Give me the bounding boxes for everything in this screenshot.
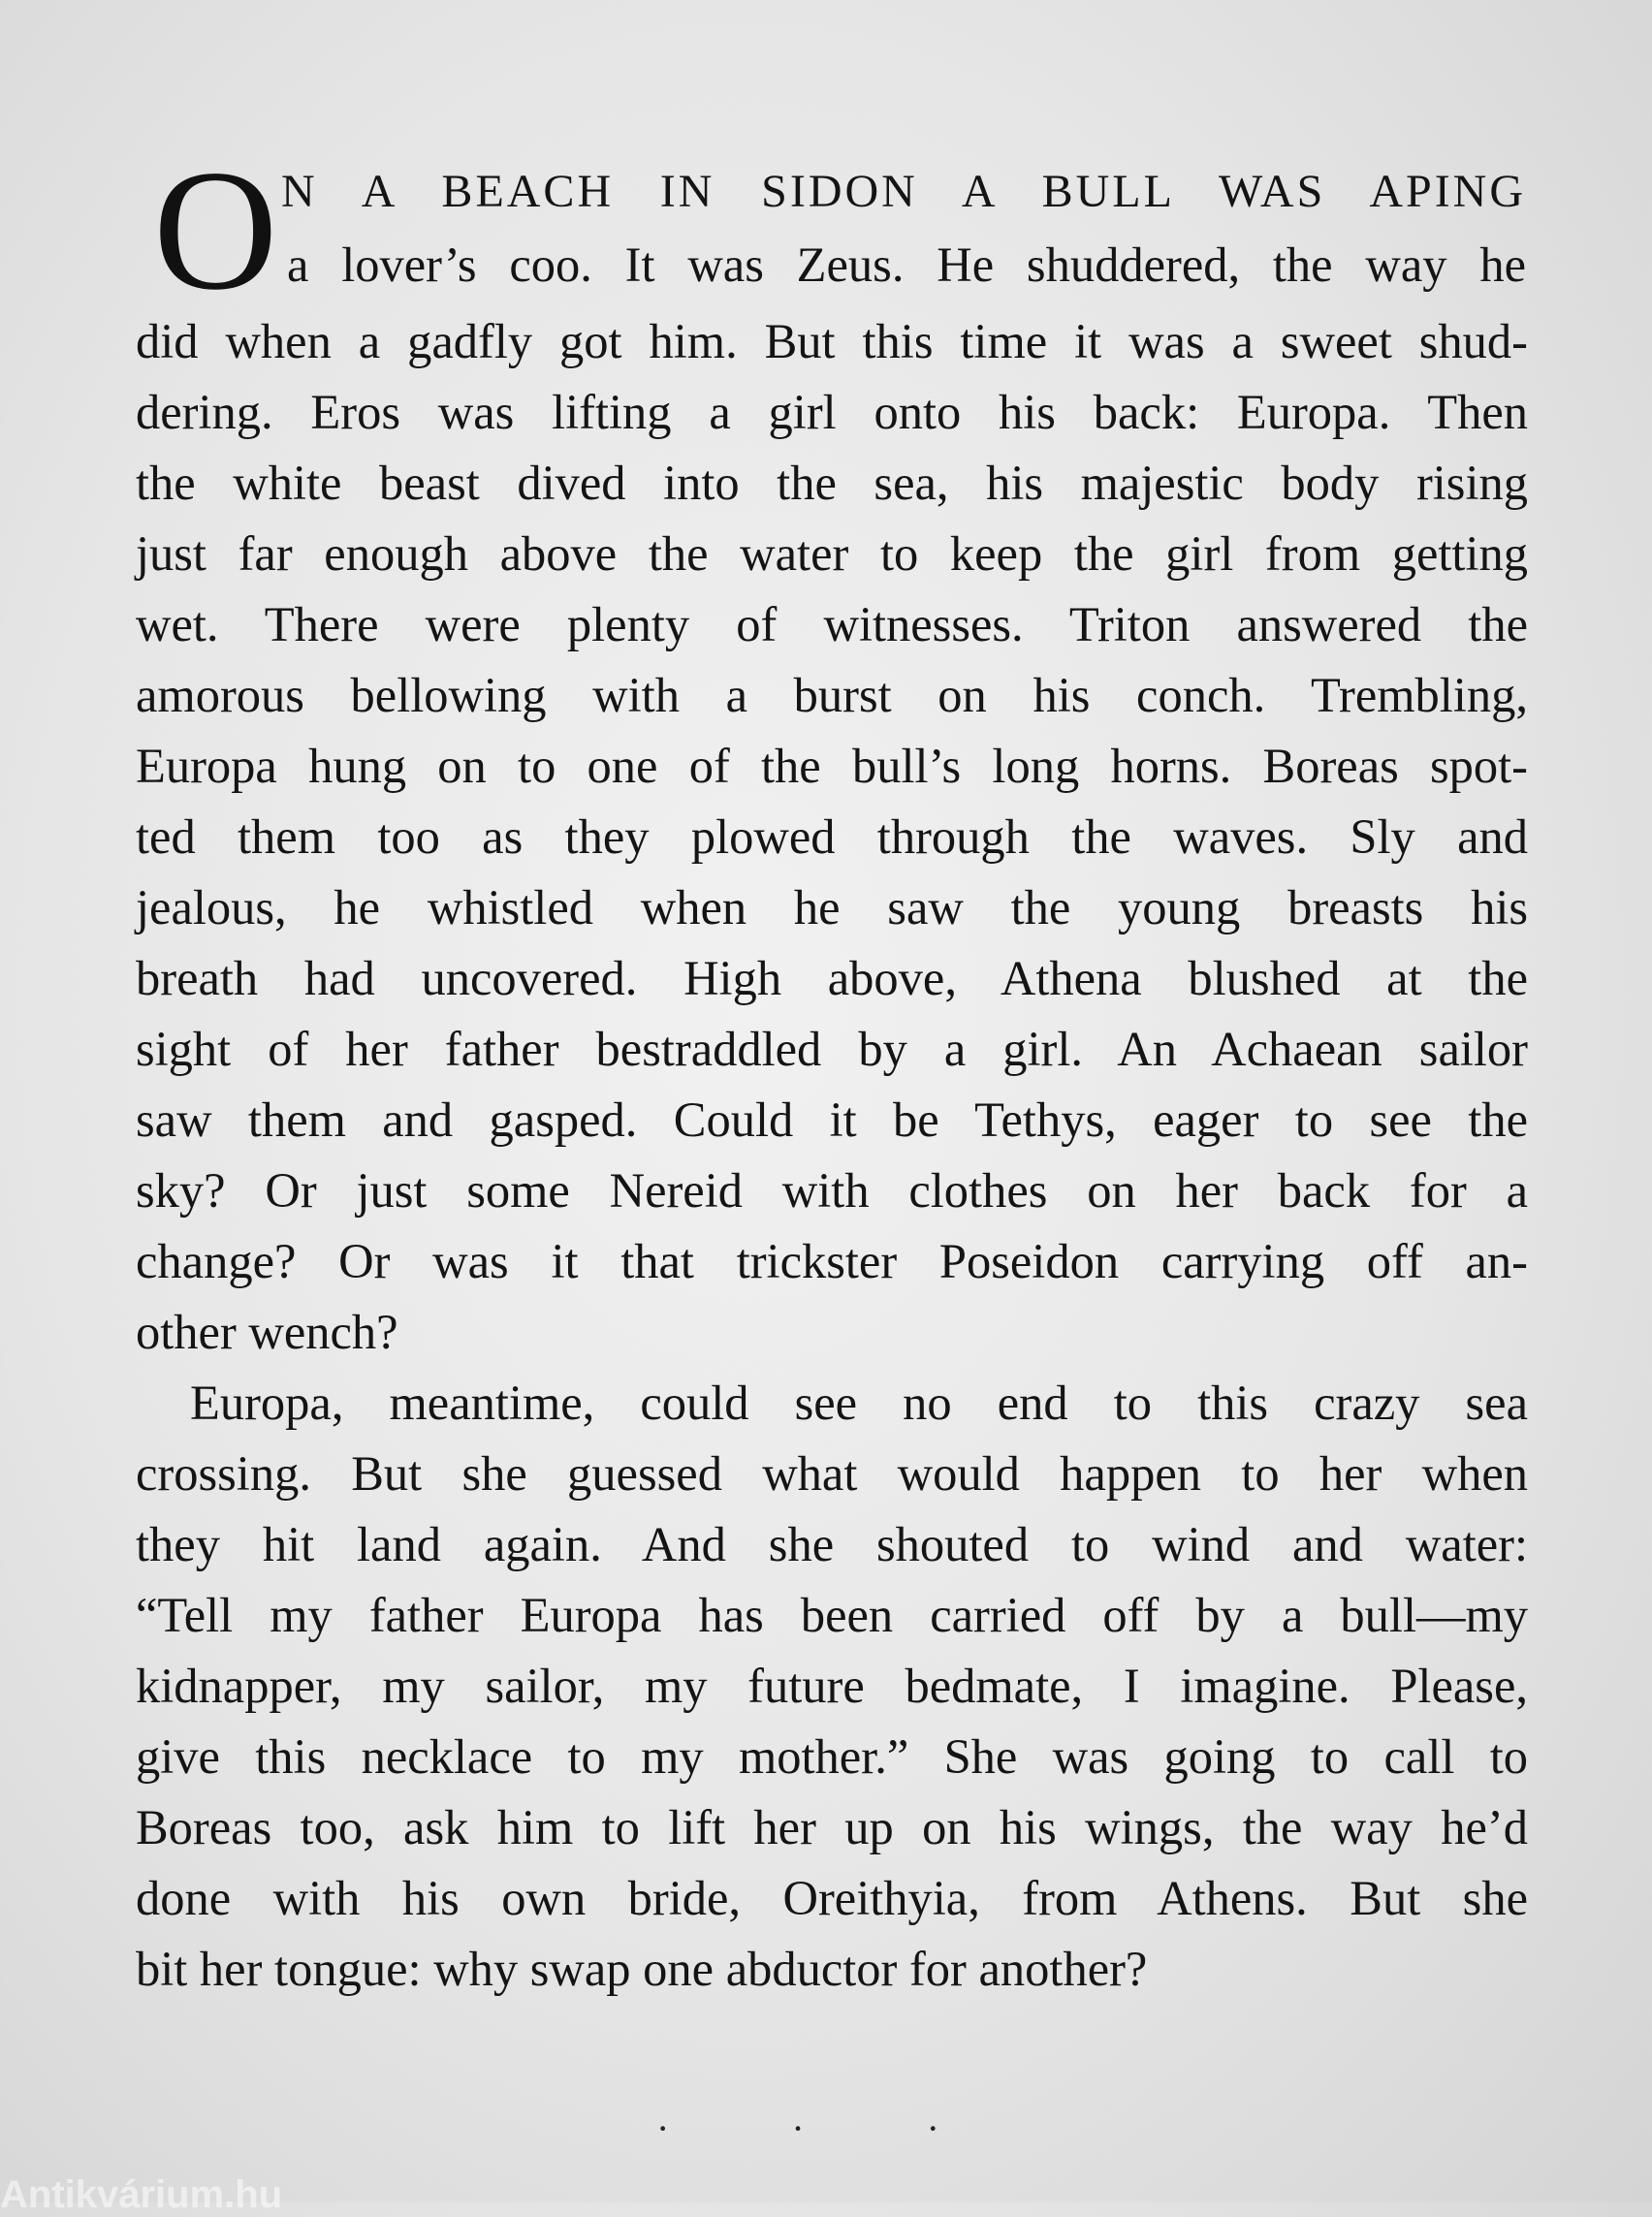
bleed-through-text <box>145 14 1522 70</box>
text-line: kidnapper, my sailor, my future bedmate, I imagine. Please, <box>136 1659 1528 1713</box>
text-line: did when a gadfly got him. But this time it was a sweet shud- <box>136 314 1528 368</box>
text-line: amorous bellowing with a burst on his conch. Trembling, <box>136 668 1528 722</box>
text-line: breath had uncovered. High above, Athena blushed at the <box>136 951 1528 1005</box>
text-line: change? Or was it that trickster Poseidon carrying off an- <box>136 1234 1528 1288</box>
text-line: sight of her father bestraddled by a girl. An Achaean sailor <box>136 1022 1528 1076</box>
text-line: Europa hung on to one of the bull’s long horns. Boreas spot- <box>136 739 1528 793</box>
text-line: “Tell my father Europa has been carried off by a bull—my <box>136 1588 1528 1642</box>
drop-cap: O <box>153 134 278 326</box>
text-line: jealous, he whistled when he saw the young breasts his <box>136 880 1528 934</box>
opening-second-line: a lover’s coo. It was Zeus. He shuddered, the way he <box>287 238 1526 292</box>
watermark: Antikvárium.hu <box>0 2173 283 2216</box>
text-line: wet. There were plenty of witnesses. Triton answered the <box>136 597 1528 651</box>
text-line: the white beast dived into the sea, his majestic body rising <box>136 456 1528 510</box>
text-line: just far enough above the water to keep the girl from getting <box>136 526 1528 581</box>
text-line: Boreas too, ask him to lift her up on his wings, the way he’d <box>136 1800 1528 1854</box>
text-line: ted them too as they plowed through the waves. Sly and <box>136 809 1528 864</box>
text-line: sky? Or just some Nereid with clothes on her back for a <box>136 1163 1528 1218</box>
text-line: other wench? <box>136 1305 398 1359</box>
text-line: dering. Eros was lifting a girl onto his back: Europa. Then <box>136 385 1528 439</box>
text-line: they hit land again. And she shouted to wind and water: <box>136 1517 1528 1571</box>
text-line: saw them and gasped. Could it be Tethys, eager to see the <box>136 1093 1528 1147</box>
text-line: give this necklace to my mother.” She was going to call to <box>136 1729 1528 1784</box>
text-line: crossing. But she guessed what would happen to her when <box>136 1446 1528 1501</box>
section-break-dots: · · · <box>656 2106 996 2150</box>
body-text <box>136 306 1528 2005</box>
paragraph-start-line: Europa, meantime, could see no end to this crazy sea <box>190 1376 1528 1430</box>
opening-small-caps-line: N A BEACH IN SIDON A BULL WAS APING <box>281 166 1526 217</box>
text-line: bit her tongue: why swap one abductor for another? <box>136 1942 1148 1996</box>
text-line: done with his own bride, Oreithyia, from Athens. But she <box>136 1871 1528 1925</box>
